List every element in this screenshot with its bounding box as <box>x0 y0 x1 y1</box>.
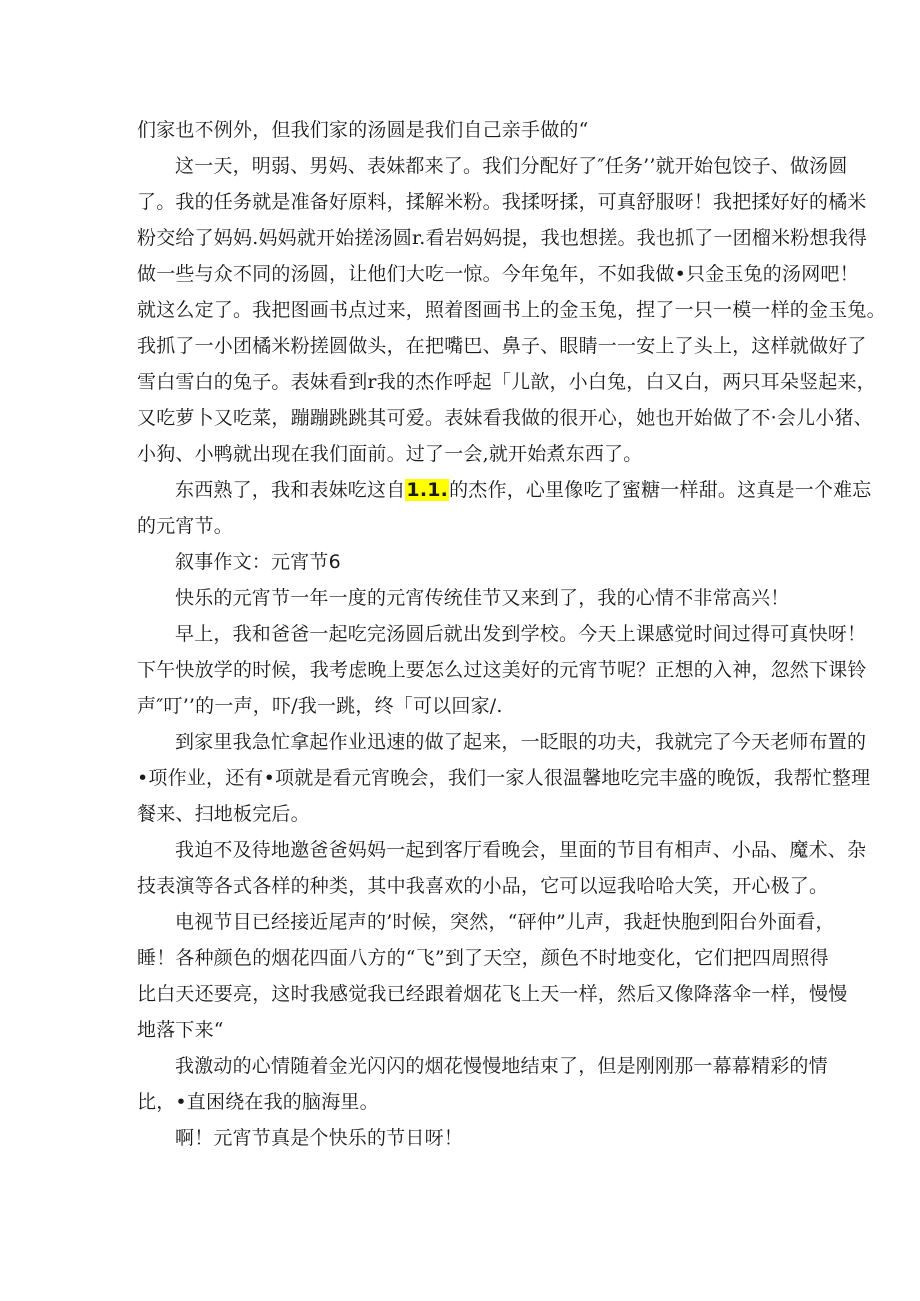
text-line: 餐来、扫地板完后。 <box>137 803 310 825</box>
text-line: 了。我的任务就是准备好原料，揉解米粉。我揉呀揉，可真舒服呀！我把揉好好的橘米 <box>137 191 867 213</box>
paragraph <box>137 580 790 616</box>
document-body <box>137 112 886 1156</box>
text-segment: 东西熟了，我和表妹吃这自 <box>175 479 406 501</box>
paragraph <box>137 616 867 724</box>
paragraph <box>137 832 867 904</box>
highlighted-text: 1.1. <box>406 479 449 501</box>
paragraph <box>137 724 871 832</box>
paragraph <box>137 1120 787 1156</box>
paragraph <box>137 472 872 544</box>
text-line: •项作业，还有•项就是看元宵晚会，我们一家人很温馨地吃完丰盛的晚饭，我帮忙整理 <box>137 767 871 789</box>
text-line: 早上，我和爸爸一起吃完汤圆后就出发到学校。今天上课感觉时间过得可真快呀！ <box>175 623 867 645</box>
text-line: 做一些与众不同的汤圆，让他们大吃一惊。今年兔年，不如我做•只金玉兔的汤网吧！ <box>137 263 859 285</box>
text-line: 比白天还要亮，这时我感觉我已经跟着烟花飞上天一样，然后又像降落伞一样，慢慢 <box>137 983 848 1005</box>
text-line: 就这么定了。我把图画书点过来，照着图画书上的金玉兔，捏了一只一模一样的金玉兔。 <box>137 299 886 321</box>
text-line: 我迫不及待地邀爸爸妈妈一起到客厅看晚会，里面的节目有相声、小品、魔术、杂 <box>175 839 867 861</box>
text-line: 声″叮’’的一声，吓/我一跳，终「可以回家/. <box>137 695 503 717</box>
paragraph <box>137 1048 828 1120</box>
paragraph <box>137 904 848 1048</box>
text-line: 技表演等各式各样的种类，其中我喜欢的小品，它可以逗我哈哈大笑，开心极了。 <box>137 875 829 897</box>
text-line: 我抓了一小团橘米粉搓圆做头，在把嘴巴、鼻子、眼睛一一安上了头上，这样就做好了 <box>137 335 867 357</box>
text-line: 的元宵节。 <box>137 515 234 537</box>
text-line: 这一天，明弱、男妈、表妹都来了。我们分配好了″任务’’就开始包饺子、做汤圆 <box>175 155 848 177</box>
text-line: 啊！元宵节真是个快乐的节日呀！ <box>175 1127 464 1149</box>
text-line: 雪白雪白的兔子。表妹看到r我的杰作呼起「儿歆，小白兔，白又白，两只耳朵竖起来， <box>137 371 876 393</box>
text-line: 地落下来“ <box>137 1019 224 1041</box>
text-line: 们家也不例外，但我们家的汤圆是我们自己亲手做的“ <box>137 119 589 141</box>
text-line: 比，•直困绕在我的脑海里。 <box>137 1091 379 1113</box>
text-line: 小狗、小鸭就出现在我们面前。过了一会,就开始煮东西了。 <box>137 443 643 465</box>
text-line: 到家里我急忙拿起作业迅速的做了起来，一眨眼的功夫，我就完了今天老师布置的 <box>175 731 867 753</box>
text-line: 粉交给了妈妈.妈妈就开始搓汤圆r.看岩妈妈提，我也想搓。我也抓了一团榴米粉想我得 <box>137 227 868 249</box>
text-line: 快乐的元宵节一年一度的元宵传统佳节又来到了，我的心情不非常高兴！ <box>175 587 790 609</box>
text-line <box>137 472 872 508</box>
paragraph <box>137 112 787 148</box>
text-line: 下午快放学的时候，我考虑晚上要怎么过这美好的元宵节呢？正想的入神，忽然下课铃 <box>137 659 867 681</box>
section-heading <box>137 544 787 580</box>
text-line: 睡！各种颜色的烟花四面八方的“飞”到了天空，颜色不时地变化，它们把四周照得 <box>137 947 829 969</box>
heading-text: 叙事作文：元宵节 <box>175 551 329 573</box>
heading-number: 6 <box>328 551 341 573</box>
text-line: 又吃萝卜又吃菜，蹦蹦跳跳其可爱。表妹看我做的很开心，她也开始做了不·会儿小猪、 <box>137 407 873 429</box>
paragraph <box>137 148 886 472</box>
text-segment: 的杰作，心里像吃了蜜糖一样甜。这真是一个难忘 <box>449 479 872 501</box>
text-line: 我激动的心情随着金光闪闪的烟花慢慢地结束了，但是刚刚那一幕幕精彩的情 <box>175 1055 828 1077</box>
text-line: 电视节目已经接近尾声的’时候，突然，“砰仲”儿声，我赶快胞到阳台外面看， <box>175 911 835 933</box>
